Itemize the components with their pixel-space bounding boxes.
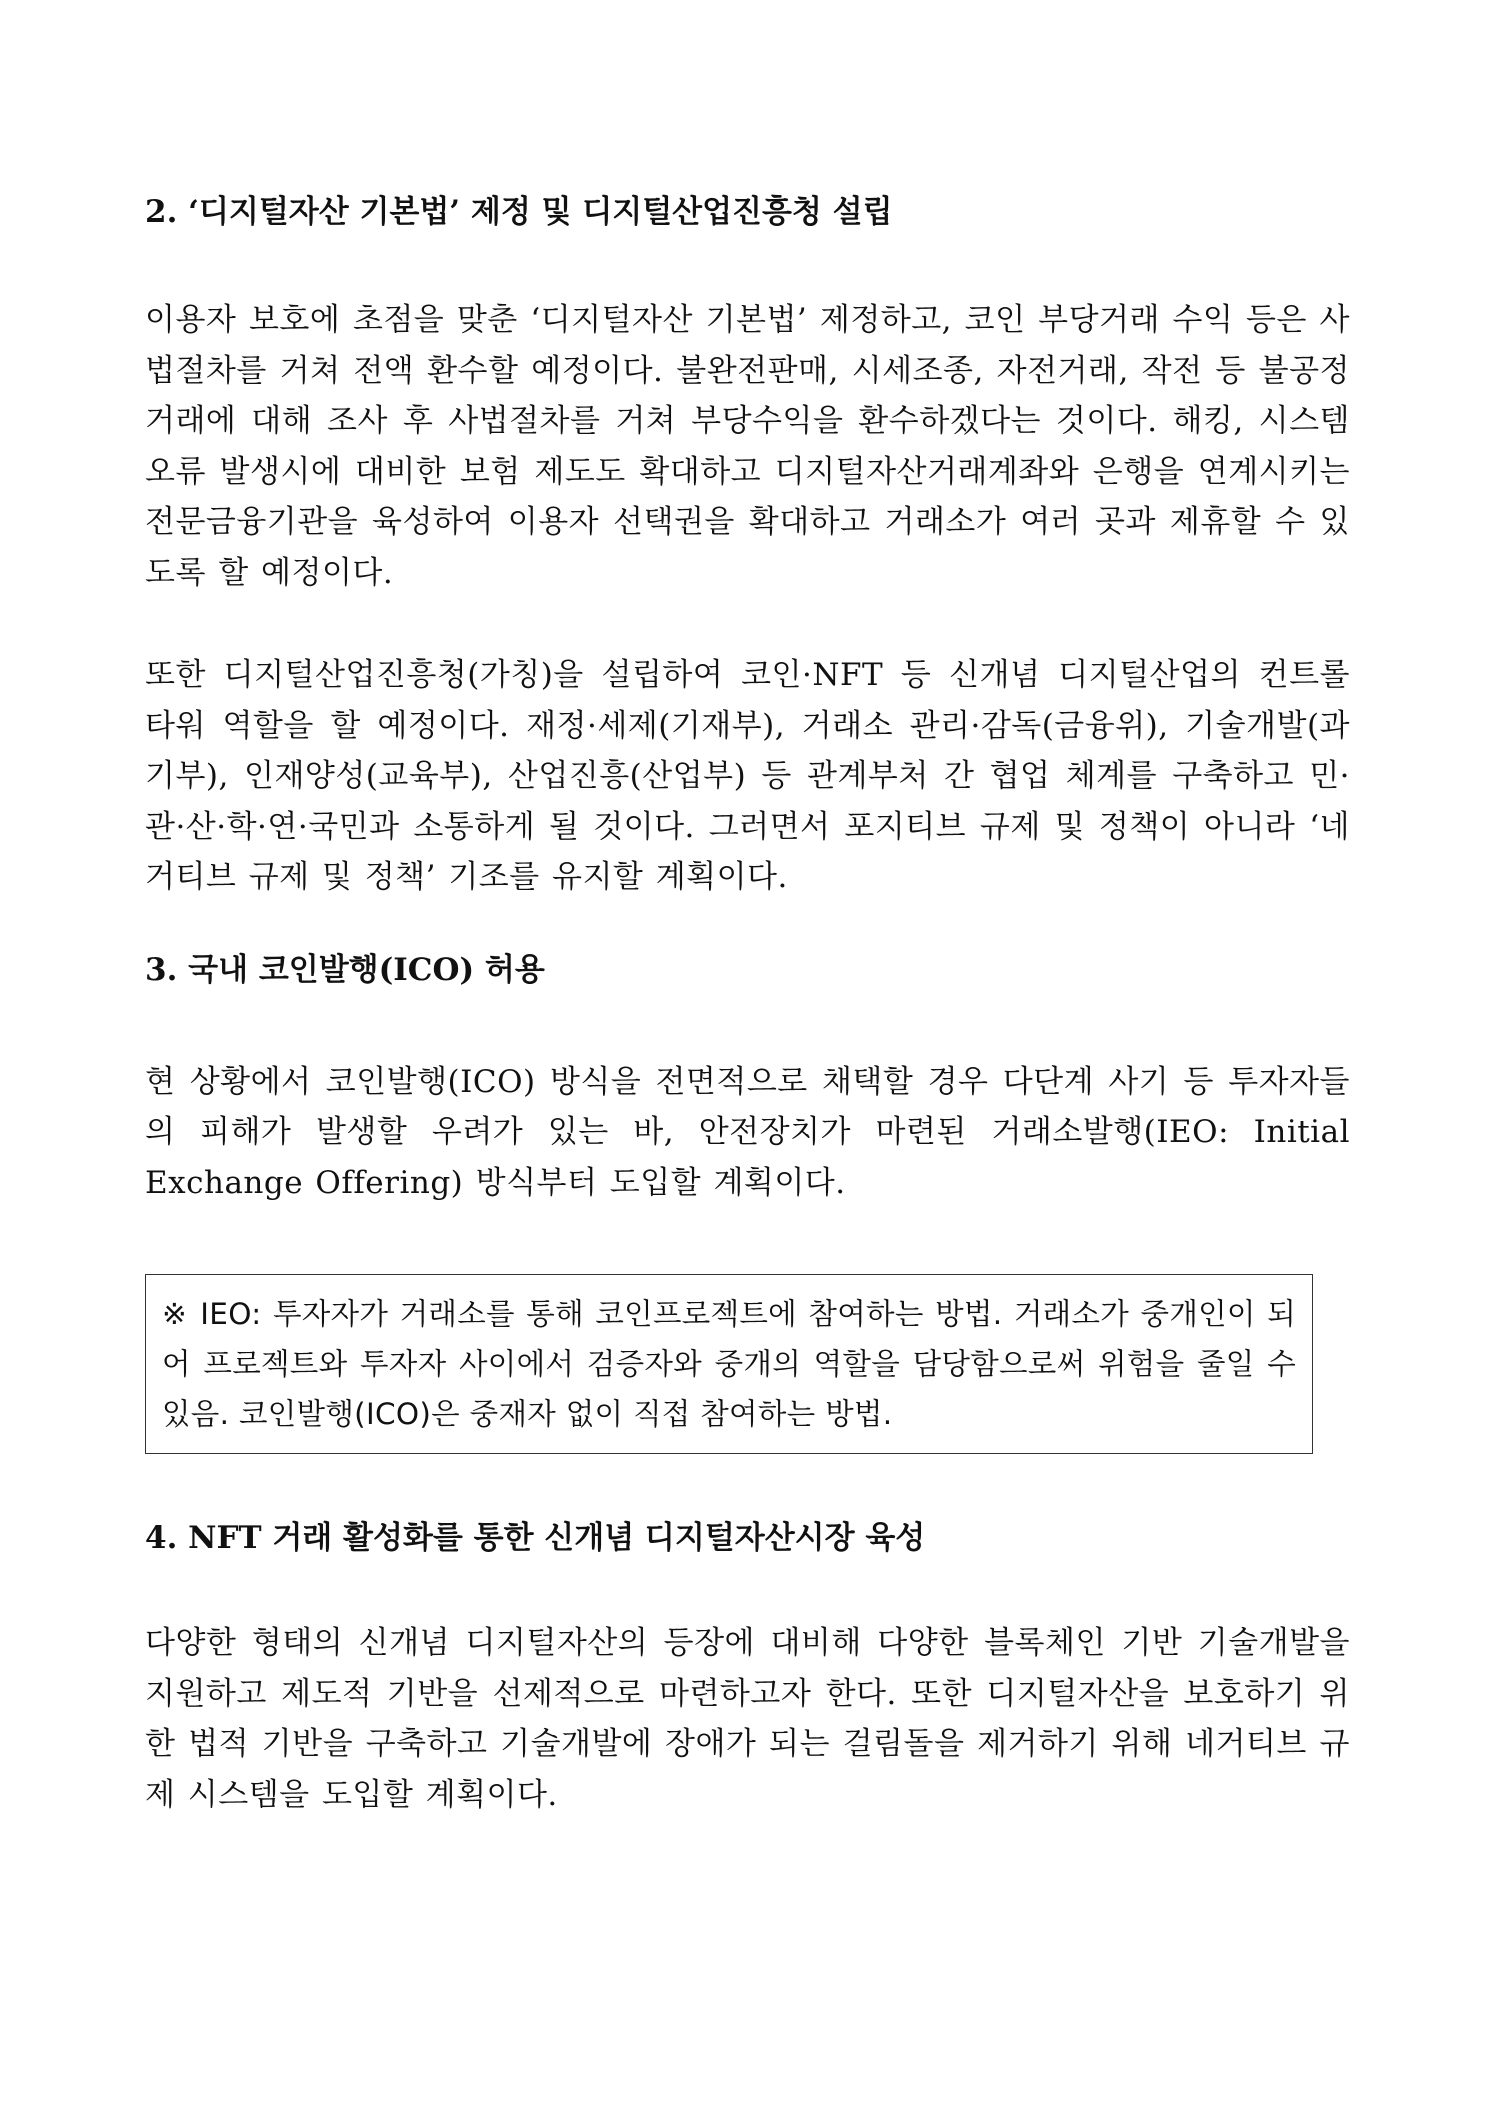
section-4-heading: 4. NFT 거래 활성화를 통한 신개념 디지털자산시장 육성 bbox=[145, 1520, 926, 1556]
document-page bbox=[145, 190, 1350, 1820]
section-2-heading: 2. ‘디지털자산 기본법’ 제정 및 디지털산업진흥청 설립 bbox=[145, 194, 893, 230]
section-2-paragraph-1: 이용자 보호에 초점을 맞춘 ‘디지털자산 기본법’ 제정하고, 코인 부당거래 수익 등은 사법절차를 거쳐 전액 환수할 예정이다. 불완전판매, 시세조종, 자전거래, 작전 등 불공정거래에 대해 조사 후 사법절차를 거쳐 부당수익을 환수하겠다는 것이다. 해킹, 시스템 오류 발생시에 대비한 보험 제도도 확대하고 디지털자산거래계좌와 은행을 연계시키는 전문금융기관을 육성하여 이용자 선택권을 확대하고 거래소가 여러 곳과 제휴할 수 있도록 할 예정이다. bbox=[145, 302, 1350, 591]
ieo-note-text: ※ IEO: 투자자가 거래소를 통해 코인프로젝트에 참여하는 방법. 거래소가 중개인이 되어 프로젝트와 투자자 사이에서 검증자와 중개의 역할을 담당함으로써 위험을 줄일 수 있음. 코인발행(ICO)은 중재자 없이 직접 참여하는 방법. bbox=[162, 1297, 1296, 1431]
section-3-paragraph-1: 현 상황에서 코인발행(ICO) 방식을 전면적으로 채택할 경우 다단계 사기 등 투자자들의 피해가 발생할 우려가 있는 바, 안전장치가 마련된 거래소발행(IEO: Initial Exchange Offering) 방식부터 도입할 계획이다. bbox=[145, 1063, 1350, 1201]
section-4-paragraph-1: 다양한 형태의 신개념 디지털자산의 등장에 대비해 다양한 블록체인 기반 기술개발을 지원하고 제도적 기반을 선제적으로 마련하고자 한다. 또한 디지털자산을 보호하기 위한 법적 기반을 구축하고 기술개발에 장애가 되는 걸림돌을 제거하기 위해 네거티브 규제 시스템을 도입할 계획이다. bbox=[145, 1625, 1350, 1813]
ieo-note-box bbox=[145, 1274, 1313, 1454]
section-3-heading: 3. 국내 코인발행(ICO) 허용 bbox=[145, 951, 545, 988]
section-2-paragraph-2: 또한 디지털산업진흥청(가칭)을 설립하여 코인·NFT 등 신개념 디지털산업의 컨트롤 타워 역할을 할 예정이다. 재정·세제(기재부), 거래소 관리·감독(금융위), 기술개발(과기부), 인재양성(교육부), 산업진흥(산업부) 등 관계부처 간 협업 체계를 구축하고 민·관·산·학·연·국민과 소통하게 될 것이다. 그러면서 포지티브 규제 및 정책이 아니라 ‘네거티브 규제 및 정책’ 기조를 유지할 계획이다. bbox=[145, 657, 1350, 895]
